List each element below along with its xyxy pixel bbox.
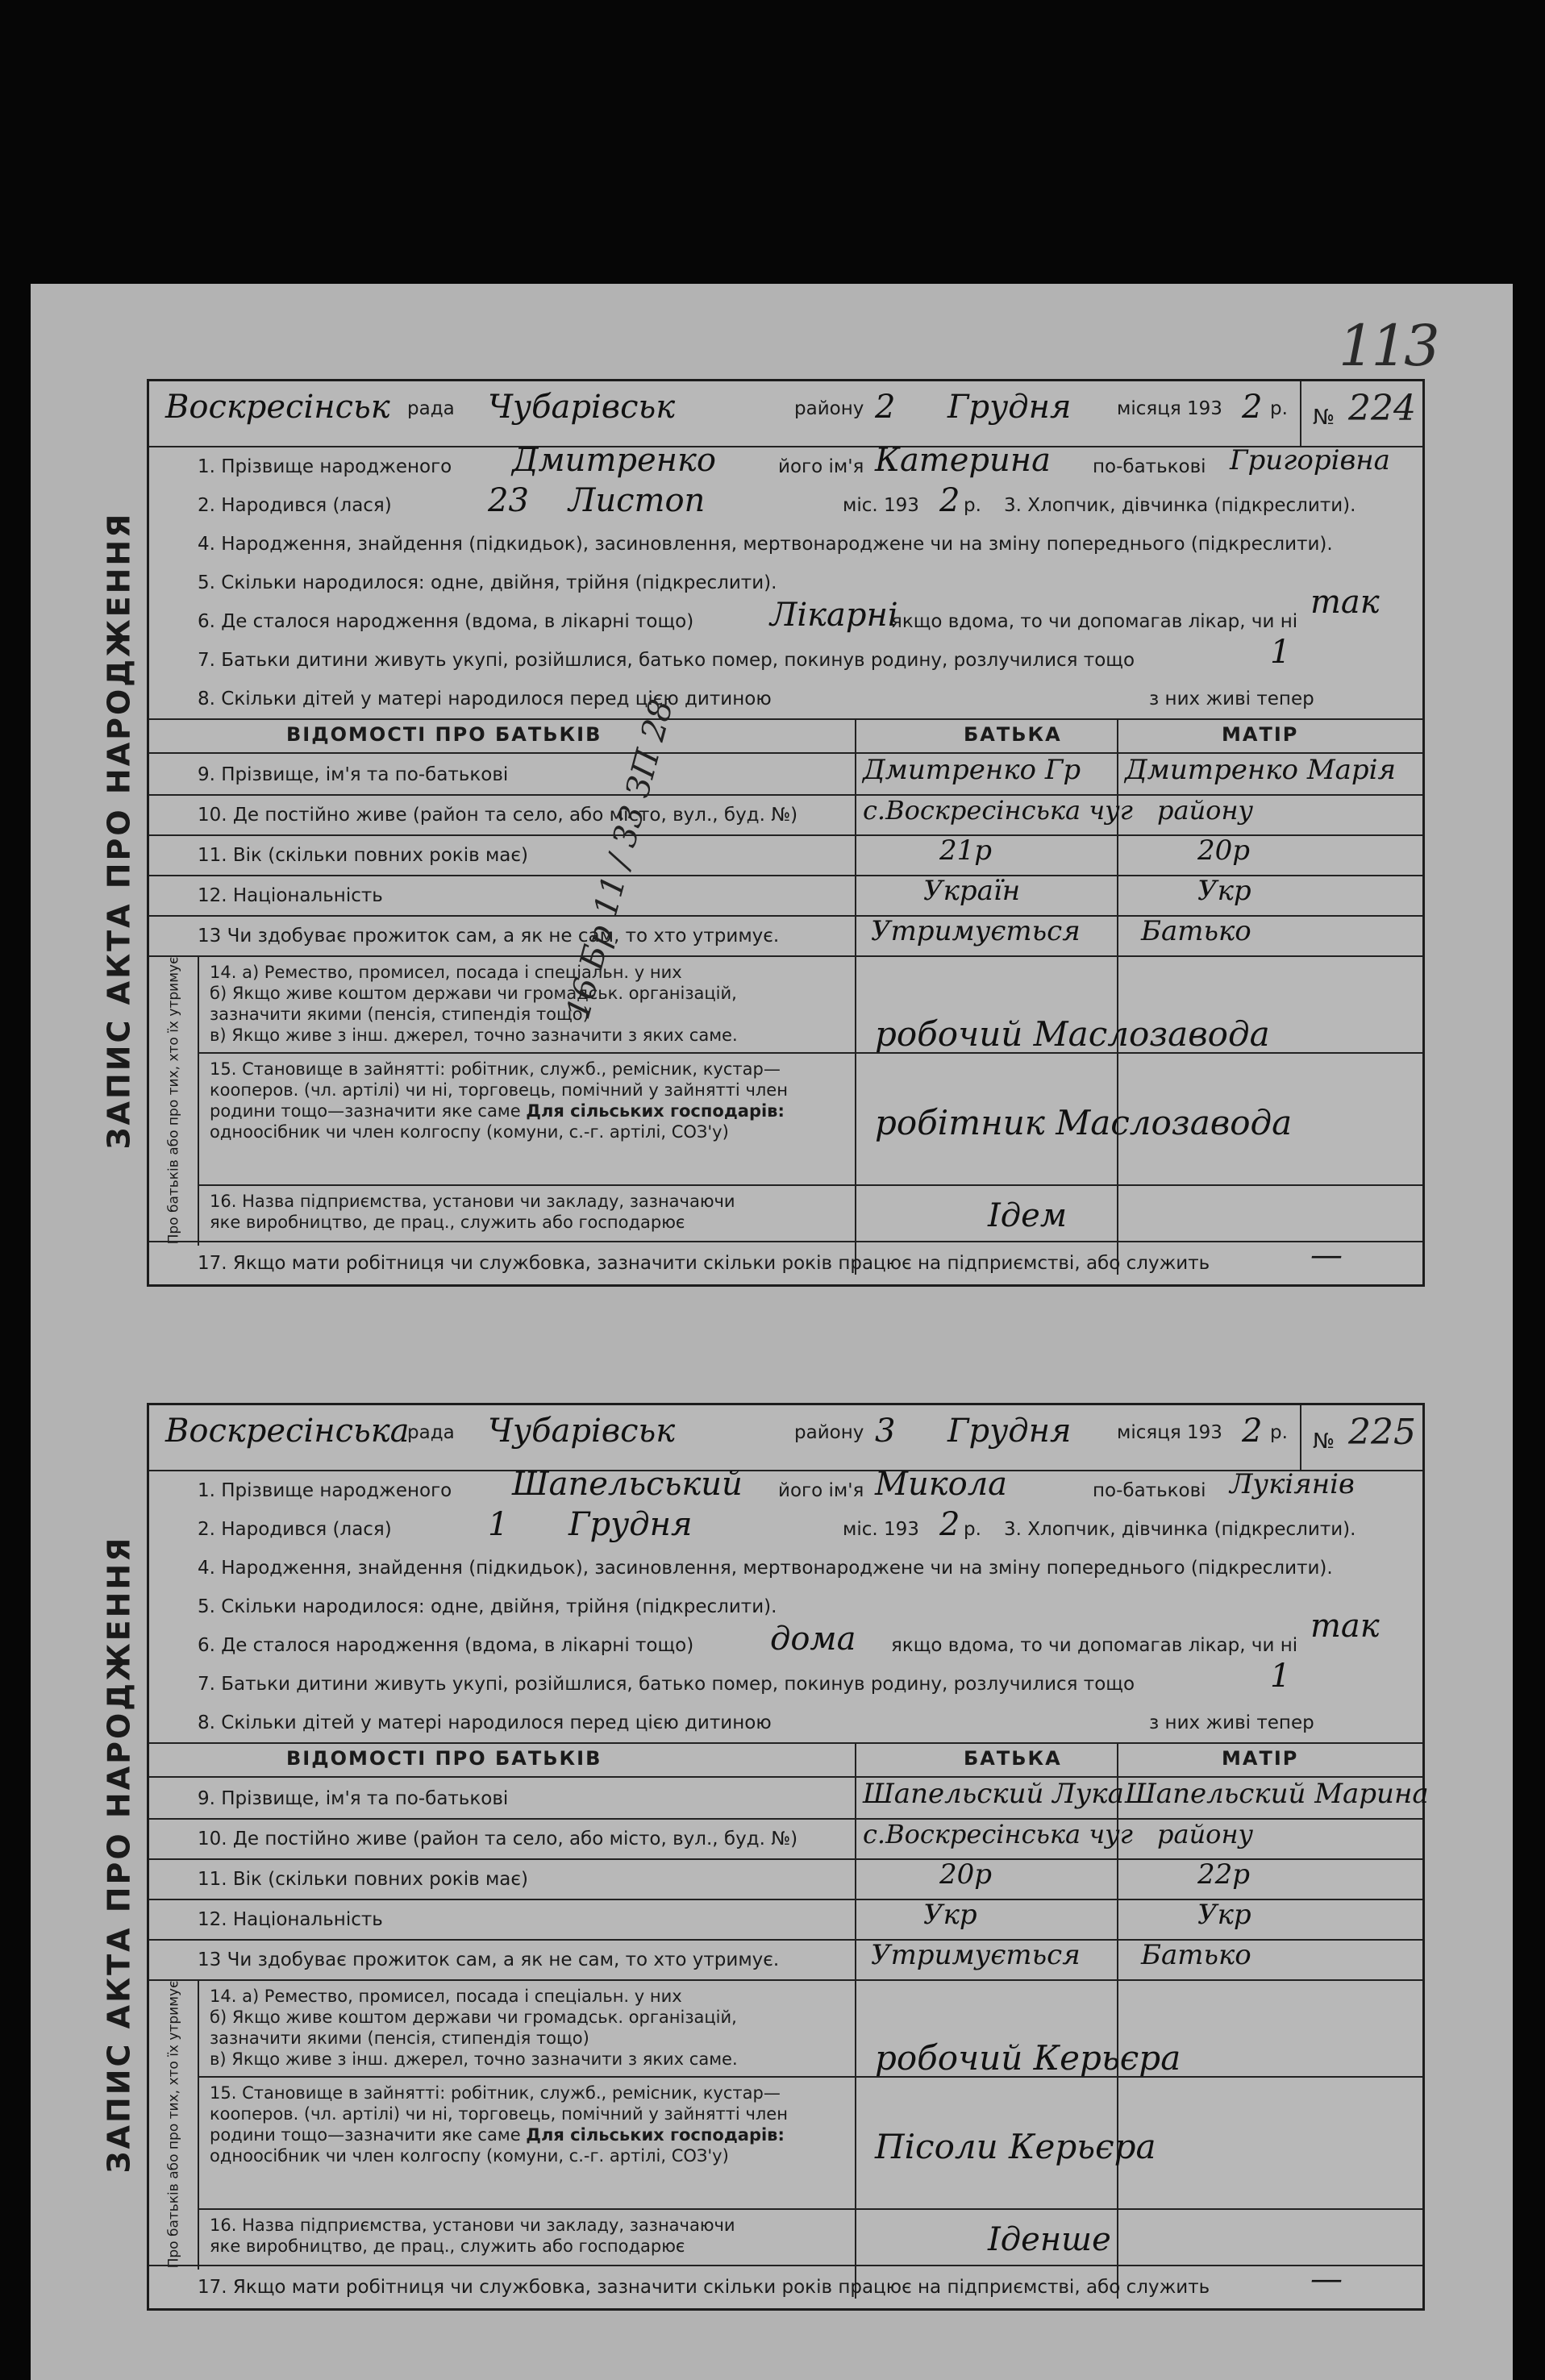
birth-year-digit-value: 2 (939, 482, 960, 519)
form-frame (147, 379, 1425, 1287)
q6-row: 6. Де сталося народження (вдома, в лікарні тощо) Лікарні якщо вдома, то чи допомагав лікар, чи ні так (198, 584, 1380, 634)
number-value: 225 (1348, 1412, 1416, 1453)
q5-row: 5. Скільки народилося: одне, двійня, трійня (підкреслити). (198, 572, 777, 593)
q8-row: 8. Скільки дітей у матері народилося перед цією дитиною з них живі тепер (198, 1712, 1314, 1733)
month-value: Грудня (947, 389, 1072, 426)
surname-value: Дмитренко (512, 442, 716, 479)
q12-row: 12. Національність Укр Укр (198, 1899, 1251, 1931)
month-value: Грудня (947, 1413, 1072, 1450)
together-value: 1 (1270, 1658, 1291, 1695)
q2-row: 2. Народився (лася) 1 Грудня міс. 193 2 р. 3. Хлопчик, дівчинка (підкреслити). (198, 1506, 1356, 1543)
enterprise-value: Ідем (988, 1197, 1067, 1234)
day-value: 2 (875, 389, 896, 426)
status-value: робітник Маслозавода (875, 1103, 1293, 1142)
page-number: 113 (1339, 313, 1437, 379)
birth-month-value: Грудня (568, 1506, 693, 1543)
mother-address-value: району (1157, 795, 1254, 826)
status-value: Пісоли Керьєра (875, 2127, 1156, 2166)
q16-label: 16. Назва підприємства, установи чи закладу, зазначаючи яке виробництво, де прац., служить або господарює (210, 1192, 735, 1232)
father-name-value: Шапельский Лука (863, 1778, 1124, 1810)
father-header: БАТЬКА (964, 723, 1062, 746)
father-support-value: Утримується (871, 915, 1081, 947)
parents-side-label: Про батьків або про тих, хто їх утримує (165, 956, 182, 1245)
q10-row: 10. Де постійно живе (район та село, або місто, вул., буд. №) с.Воскресінська чуг району (198, 795, 1254, 826)
mother-support-value: Батько (1141, 915, 1251, 947)
together-value: 1 (1270, 634, 1291, 671)
village-value: Воскресінська (165, 1413, 410, 1450)
q1-row: 1. Прізвище народженого Дмитренко його ім'я Катерина по-батькові Григорівна (198, 442, 1390, 479)
father-nat-value: Україн (923, 875, 1021, 907)
q7-row: 7. Батьки дитини живуть укупі, розійшлися, батько помер, покинув родину, розлучилися тощо 1 (198, 1658, 1291, 1695)
form-frame (147, 1403, 1429, 2311)
surname-value: Шапельський (512, 1466, 743, 1503)
header-row: Воскресінськ рада Чубарівськ району 2 Грудня місяця 193 2 р. (165, 389, 1288, 426)
q13-row: 13 Чи здобуває прожиток сам, а як не сам, то хто утримує. Утримується Батько (198, 915, 1251, 947)
q5-row: 5. Скільки народилося: одне, двійня, трійня (підкреслити). (198, 1596, 777, 1617)
place-value: дома (770, 1621, 856, 1658)
q4-row: 4. Народження, знайдення (підкидьок), засиновлення, мертвонароджене чи на зміну попереднього (підкреслити). (198, 534, 1333, 555)
mother-nat-value: Укр (1197, 875, 1251, 907)
parents-header: ВІДОМОСТІ ПРО БАТЬКІВ (286, 1747, 602, 1770)
q17-value: — (1310, 2261, 1343, 2298)
father-age-value: 20р (939, 1858, 993, 1891)
mother-name-value: Дмитренко Марія (1125, 754, 1397, 786)
number-value: 224 (1348, 388, 1416, 429)
q6-row: 6. Де сталося народження (вдома, в лікарні тощо) дома якщо вдома, то чи допомагав лікар, чи ні так (198, 1608, 1380, 1658)
birth-month-value: Листоп (568, 482, 706, 519)
birth-year-digit-value: 2 (939, 1506, 960, 1543)
q7-row: 7. Батьки дитини живуть укупі, розійшлися, батько помер, покинув родину, розлучилися тощо 1 (198, 634, 1291, 671)
q11-row: 11. Вік (скільки повних років має) 21р 20р (198, 834, 1251, 867)
q17-row: 17. Якщо мати робітниця чи службовка, зазначити скільки років працює на підприємстві, або служить — (198, 2261, 1343, 2298)
header-row: Воскресінська рада Чубарівськ району 3 Грудня місяця 193 2 р. (165, 1413, 1288, 1450)
margin-note: 16 Бр 11 / 33 ЗП 28 (560, 695, 681, 1024)
mother-header: МАТІР (1222, 1747, 1299, 1770)
q15-label: 15. Становище в зайнятті: робітник, служб., ремісник, кустар—кооперов. (чл. артілі) чи ні, торговець, помічний у зайнятті член родини тощо—зазначити яке саме Для сільських господарів: одноосібник чи член колгоспу (комуни, с.-г. артілі, СОЗ'у) (210, 2083, 788, 2166)
occupation-value: робочий Керьєра (875, 2038, 1181, 2078)
q13-row: 13 Чи здобуває прожиток сам, а як не сам, то хто утримує. Утримується Батько (198, 1939, 1251, 1971)
doctor-value: так (1310, 584, 1380, 621)
record-number-box: № 224 (1300, 381, 1422, 447)
father-name-value: Дмитренко Гр (863, 754, 1081, 786)
side-title: ЗАПИС АКТА ПРО НАРОДЖЕННЯ (101, 511, 136, 1150)
patronymic-value: Григорівна (1230, 444, 1390, 476)
q4-row: 4. Народження, знайдення (підкидьок), засиновлення, мертвонароджене чи на зміну попереднього (підкреслити). (198, 1558, 1333, 1579)
father-age-value: 21р (939, 834, 993, 867)
father-address-value: с.Воскресінська чуг (863, 1819, 1133, 1849)
q8-row: 8. Скільки дітей у матері народилося перед цією дитиною з них живі тепер (198, 689, 1314, 709)
q11-row: 11. Вік (скільки повних років має) 20р 22р (198, 1858, 1251, 1891)
q9-row: 9. Прізвище, ім'я та по-батькові Шапельский Лука Шапельский Марина (198, 1778, 1429, 1810)
year-digit-value: 2 (1242, 1413, 1263, 1450)
place-value: Лікарні (770, 597, 898, 634)
q12-row: 12. Національність Україн Укр (198, 875, 1251, 907)
q14-label: 14. а) Ремество, промисел, посада і спеціальн. у них б) Якщо живе коштом держави чи громадськ. організацій, зазначити якими (пенсія, стипендія тощо) в) Якщо живе з інш. джерел, точно зазначити з яких саме. (210, 1987, 738, 2069)
mother-support-value: Батько (1141, 1939, 1251, 1971)
father-header: БАТЬКА (964, 1747, 1062, 1770)
mother-nat-value: Укр (1197, 1899, 1251, 1931)
mother-name-value: Шапельский Марина (1125, 1778, 1429, 1810)
father-nat-value: Укр (923, 1899, 977, 1931)
q9-row: 9. Прізвище, ім'я та по-батькові Дмитренко Гр Дмитренко Марія (198, 754, 1397, 786)
mother-age-value: 22р (1197, 1858, 1251, 1891)
mother-header: МАТІР (1222, 723, 1299, 746)
birth-day-value: 1 (488, 1506, 509, 1543)
name-value: Микола (875, 1466, 1008, 1503)
birth-day-value: 23 (488, 482, 529, 519)
q10-row: 10. Де постійно живе (район та село, або місто, вул., буд. №) с.Воскресінська чуг району (198, 1819, 1254, 1849)
side-title: ЗАПИС АКТА ПРО НАРОДЖЕННЯ (101, 1535, 136, 2174)
enterprise-value: Іденше (988, 2221, 1111, 2258)
record-number-box: № 225 (1300, 1405, 1422, 1471)
q17-value: — (1310, 1237, 1343, 1274)
raion-value: Чубарівськ (488, 389, 676, 426)
mother-age-value: 20р (1197, 834, 1251, 867)
father-address-value: с.Воскресінська чуг (863, 795, 1133, 826)
q1-row: 1. Прізвище народженого Шапельський його ім'я Микола по-батькові Лукіянів (198, 1466, 1355, 1503)
parents-header: ВІДОМОСТІ ПРО БАТЬКІВ (286, 723, 602, 746)
name-value: Катерина (875, 442, 1051, 479)
doctor-value: так (1310, 1608, 1380, 1645)
q17-row: 17. Якщо мати робітниця чи службовка, зазначити скільки років працює на підприємстві, або служить — (198, 1237, 1343, 1274)
patronymic-value: Лукіянів (1230, 1468, 1355, 1500)
day-value: 3 (875, 1413, 896, 1450)
q2-row: 2. Народився (лася) 23 Листоп міс. 193 2 р. 3. Хлопчик, дівчинка (підкреслити). (198, 482, 1356, 519)
father-support-value: Утримується (871, 1939, 1081, 1971)
parents-side-label: Про батьків або про тих, хто їх утримує (165, 1980, 182, 2269)
year-digit-value: 2 (1242, 389, 1263, 426)
raion-value: Чубарівськ (488, 1413, 676, 1450)
village-value: Воскресінськ (165, 389, 390, 426)
occupation-value: робочий Маслозавода (875, 1014, 1270, 1054)
q14-label: 14. а) Ремество, промисел, посада і спеціальн. у них б) Якщо живе коштом держави чи громадськ. організацій, зазначити якими (пенсія, стипендія тощо) в) Якщо живе з інш. джерел, точно зазначити з яких саме. (210, 963, 738, 1045)
mother-address-value: району (1157, 1819, 1254, 1849)
q15-label: 15. Становище в зайнятті: робітник, служб., ремісник, кустар—кооперов. (чл. артілі) чи ні, торговець, помічний у зайнятті член родини тощо—зазначити яке саме Для сільських господарів: одноосібник чи член колгоспу (комуни, с.-г. артілі, СОЗ'у) (210, 1059, 788, 1142)
q16-label: 16. Назва підприємства, установи чи закладу, зазначаючи яке виробництво, де прац., служить або господарює (210, 2216, 735, 2256)
